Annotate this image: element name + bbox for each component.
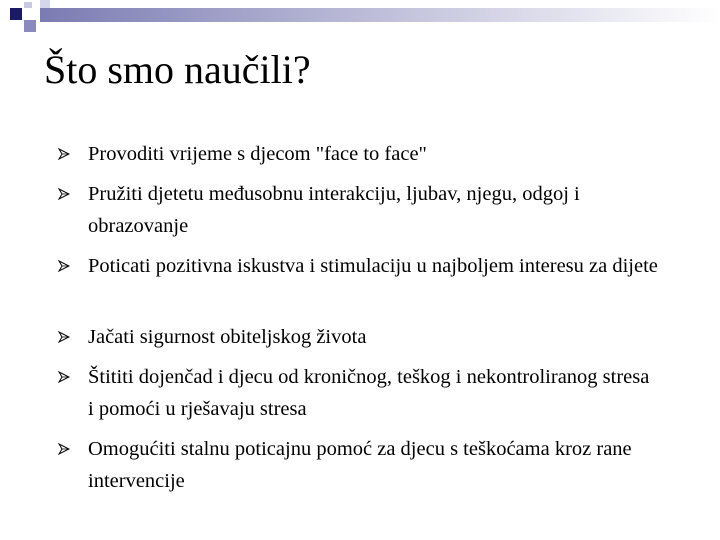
diamond-arrow-icon <box>58 443 70 455</box>
bullet-text: Poticati pozitivna iskustva i stimulaciju u najboljem interesu za dijete <box>88 255 658 277</box>
bullet-text: Jačati sigurnost obiteljskog života <box>88 326 367 348</box>
bullet-text: Pružiti djetetu međusobnu interakciju, ljubav, njegu, odgoj i obrazovanje <box>88 183 580 237</box>
diamond-arrow-icon <box>58 188 70 200</box>
bullet-text: Omogućiti stalnu poticajnu pomoć za djecu s teškoćama kroz rane intervencije <box>88 438 632 492</box>
diamond-arrow-icon <box>58 331 70 343</box>
diamond-arrow-icon <box>58 260 70 272</box>
slide-title: Što smo naučili? <box>44 47 311 92</box>
diamond-arrow-icon <box>58 371 70 383</box>
diamond-arrow-icon <box>58 148 70 160</box>
bullet-text: Štititi dojenčad i djecu od kroničnog, teškog i nekontroliranog stresa i pomoći u rješavaju stresa <box>88 366 650 420</box>
bullet-text: Provoditi vrijeme s djecom "face to face" <box>88 143 427 165</box>
